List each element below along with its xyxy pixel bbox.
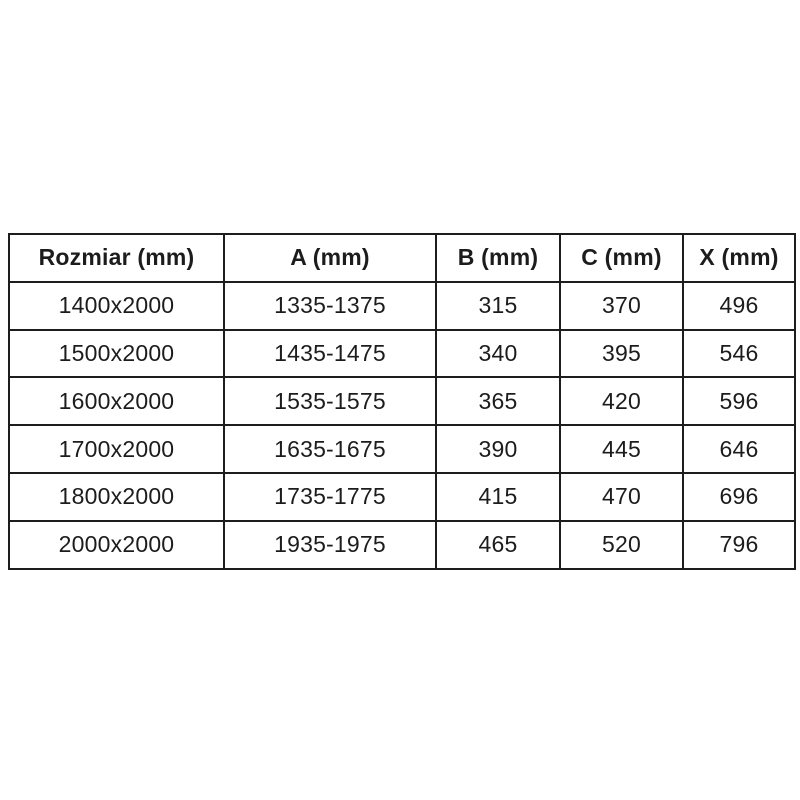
cell-a: 1735-1775 — [224, 473, 436, 521]
cell-x: 696 — [683, 473, 795, 521]
cell-c: 445 — [560, 425, 683, 473]
cell-c: 395 — [560, 330, 683, 378]
table-row — [9, 377, 795, 425]
table-header-row — [9, 234, 795, 282]
table-row — [9, 521, 795, 569]
cell-a: 1935-1975 — [224, 521, 436, 569]
cell-c: 370 — [560, 282, 683, 330]
cell-size: 1600x2000 — [9, 377, 224, 425]
cell-c: 420 — [560, 377, 683, 425]
cell-a: 1535-1575 — [224, 377, 436, 425]
cell-x: 546 — [683, 330, 795, 378]
cell-b: 390 — [436, 425, 560, 473]
cell-c: 520 — [560, 521, 683, 569]
column-header-x: X (mm) — [683, 234, 795, 282]
cell-b: 315 — [436, 282, 560, 330]
cell-b: 415 — [436, 473, 560, 521]
table-row — [9, 473, 795, 521]
table-row — [9, 330, 795, 378]
cell-x: 646 — [683, 425, 795, 473]
column-header-a: A (mm) — [224, 234, 436, 282]
cell-x: 796 — [683, 521, 795, 569]
cell-size: 1800x2000 — [9, 473, 224, 521]
column-header-b: B (mm) — [436, 234, 560, 282]
cell-b: 340 — [436, 330, 560, 378]
cell-size: 2000x2000 — [9, 521, 224, 569]
cell-a: 1635-1675 — [224, 425, 436, 473]
cell-a: 1335-1375 — [224, 282, 436, 330]
cell-b: 465 — [436, 521, 560, 569]
table-row — [9, 282, 795, 330]
cell-b: 365 — [436, 377, 560, 425]
cell-x: 596 — [683, 377, 795, 425]
table-row — [9, 425, 795, 473]
cell-c: 470 — [560, 473, 683, 521]
dimensions-table-container — [8, 233, 794, 568]
dimensions-table — [8, 233, 796, 570]
cell-x: 496 — [683, 282, 795, 330]
cell-size: 1400x2000 — [9, 282, 224, 330]
cell-size: 1700x2000 — [9, 425, 224, 473]
column-header-c: C (mm) — [560, 234, 683, 282]
cell-size: 1500x2000 — [9, 330, 224, 378]
column-header-rozmiar: Rozmiar (mm) — [9, 234, 224, 282]
cell-a: 1435-1475 — [224, 330, 436, 378]
